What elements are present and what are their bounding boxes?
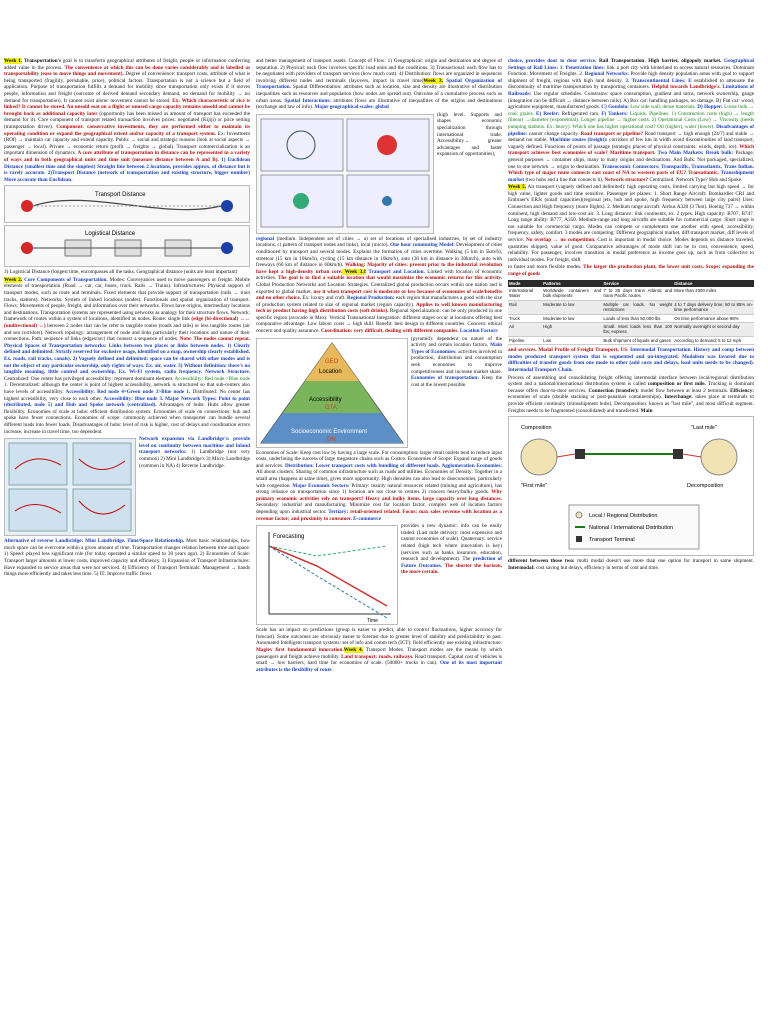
text-span: Network structure? <box>603 176 649 183</box>
text-span: 3. Transcontinental Lines: E <box>622 77 692 84</box>
pyramid-letter: DN <box>327 436 336 443</box>
text-span: Transport Modes. Transport modes are the means by which passengers and freight achieve mobility. <box>256 646 503 660</box>
local-node <box>293 193 309 209</box>
text-span: Intermodal Transportation. History and comp between modes produced transport system that is segmented and un-integrated. Modalism was favored due to difficulties of transfer goods from one mode to other (add costs and delays, load units needs to be changed). <box>508 347 754 367</box>
map-panel <box>73 443 131 485</box>
table-cell: Pipeline <box>508 336 542 344</box>
text-span: Economies of Density: Together in a small area (happens at same time), gives more opportunity. High densities can also lead to diseconomies, particularly with congestion. <box>256 469 502 489</box>
text-span: Centralized. Network Type? Hub and Spoke. <box>648 176 743 183</box>
text-span: Rail Transportation. High barrier, oligopoly market. <box>596 58 722 64</box>
text-span: activities involved in production, distribution and consumption seek economies to improve competitiveness and increase market share. <box>411 348 503 375</box>
text-span: and services. <box>508 347 537 354</box>
table-header: Service <box>602 280 673 287</box>
text-span: Which type of major route connects east coast of NA to western parts of EU? Transatlantic. <box>508 170 719 177</box>
intermodal-paragraph <box>508 347 754 373</box>
text-span: Accessibility: Blue node 3. <box>101 395 164 402</box>
text-span: retail-oriented related. Focus: max sales revenue with location as a revenue factor; and proximity to consumer. <box>256 509 502 522</box>
landbridge-map-svg <box>5 439 135 535</box>
certainty-line <box>269 546 387 606</box>
table-cell: Moderate to low <box>542 314 602 322</box>
table-cell: International Water <box>508 287 542 300</box>
first-mile-label: "First mile" <box>521 483 548 490</box>
table-cell: Rail <box>508 300 542 314</box>
text-span: The larger the production plant, the lower unit costs. Scope: expanding the range of goods <box>508 264 755 277</box>
landbridge-text <box>139 436 250 538</box>
text-span: Regional Production: <box>345 295 395 302</box>
text-span: Maglev first fundamental innovation. <box>256 646 344 653</box>
text-span: attributes flows are illustrative of inequalities of the origins and destinations (exchange and law of info). <box>256 97 502 111</box>
text-span: Coordination: very difficult, dealing with different companies. <box>319 328 459 335</box>
text-span: Time/Space Relationship. <box>125 538 185 545</box>
text-span: Transshipment market <box>508 170 754 183</box>
chain-paragraph <box>508 375 754 415</box>
table-cell: Bulk shipment of liquids and gases <box>602 336 673 344</box>
table-cell: Small. Most loads less than 100 lbs; express <box>603 324 673 335</box>
text-span: Core Components of Transportation. <box>22 276 108 283</box>
text-span: 1) Landbridge (not very common) 2) Mini Landbridge's 3) Micro Landbridge (common in NA) 4) Reverse Landbridge. <box>139 449 250 469</box>
text-span: Maritime routes (freight): <box>547 137 608 144</box>
text-span: The shorter the horizon, the more certain. <box>401 562 502 576</box>
legend-item: National / International Distribution <box>589 525 674 532</box>
forecast-svg <box>257 526 397 624</box>
composition-label: Composition <box>521 425 552 432</box>
time-space-paragraph <box>4 538 250 578</box>
logistical-diagram <box>5 226 249 266</box>
week1-paragraph <box>4 58 250 183</box>
text-span: Limitations of Railroads: <box>508 84 754 97</box>
location-factors-text <box>411 336 502 450</box>
text-span: Transportation's <box>22 58 62 64</box>
text-span: Decentralized: although the center is point of highest accessibility, network is structured so that sub-centers also have levels of accessibility. <box>4 382 250 395</box>
text-span: (pyramid): dependent on nature of the activity and certain location factors. <box>411 335 502 349</box>
text-span: Transoceanic Connectors: Transpacific, Transatlantic, Trans Indian. <box>600 163 754 170</box>
micro-node <box>382 196 392 206</box>
table-body <box>508 287 754 345</box>
text-span: and better management of transport assets. Concept of Flow: 1) Geographical: origin and destination and degree of separation. 2) Physical: each flow involves specific load units and the conditions. 3) Transactional: each flow has to be negotiated with providers of transport services (how much cost). 4) Distribution: flows are organized in sequences involving different nodes and terminals (layovers, impact in travel time) <box>256 58 502 84</box>
text-span: cost saving but delays, efficiency in terms of cost and time. <box>534 564 660 571</box>
text-span: Cost is important in modal choice. Modes depends on distance traveled, quantities shipped, value of good. Comparative advantages of mode shift can be in cost, convenience, speed, reliability. For passenger, involves transition in modal preference as income goes up, such as from collective to individual modes. For freight, shift <box>508 237 754 263</box>
table-header-row <box>508 280 754 287</box>
text-span: Spatial Interactions: <box>282 97 331 104</box>
text-span: Development of cities conditioned by transport and several modes. Explains the formation of cities overtime. Walking (5 km in 5km/h), streetcar (15 km in 10km/h), cycling (15 km distance in 10km/h), auto (30 km in distance in 30km/h), auto with freeways (60 km of distance in 60km/h). <box>256 242 503 269</box>
rail-paragraph <box>508 58 754 183</box>
flow-concept-paragraph <box>256 58 502 111</box>
text-span: Global Production Networks and Location Strategies. Centralized global production occurs within one nation and is exported to global market, <box>256 281 502 295</box>
text-span: Intermodal Transport Chain. <box>508 367 573 374</box>
table-row <box>508 336 754 344</box>
table-cell: High <box>542 323 602 337</box>
scales-row <box>256 112 502 236</box>
prediction-paragraph <box>256 627 502 673</box>
text-span: Network Structure. <box>202 369 250 376</box>
text-span: Connection (transfer): <box>586 387 639 394</box>
table-header: Distance <box>673 280 754 287</box>
text-span: Economies of Scale: Keep cost low by having a large scale. For consumption: larger retail outlets tend to reduce input costs, underlining the success of large megastore chains such as Costco. Economies of Scope: Expand range of goods and services. <box>256 449 502 469</box>
text-span: each region that manufactures a good with the size of production system related to size of regional market (region capacity). <box>256 295 503 308</box>
node-b <box>221 242 233 254</box>
map-panel <box>9 489 67 531</box>
pyramid-tier-label: Accessibility <box>309 396 342 403</box>
text-span: Intermodal: <box>508 564 535 571</box>
text-span: Scale has an impact on predictions (group is easier to predict, able to control fluctuations, higher accuracy for forecast). Some outcomes are <box>256 627 502 640</box>
text-span: Main <box>639 407 653 414</box>
text-span: composition or first mile. <box>645 381 706 388</box>
week-5-tag: Week 5. <box>508 184 527 191</box>
text-span: Ex: Investment (ROI) → maintain car capacity and extend capacity. Public → social and strategic reasons (look at social aspects → passenger → local). Private → economic return (profit → freights → global). Transport commercialization is an important dimension of dynamics. <box>4 130 250 157</box>
text-span: Advantages of hubs: Hubs allow greater flexibility. Economies of scale at hubs: efficient distribution system. Economies of scale on connections: hub and spoke have fewer connections. Economies of scope: commonly achieved when transporter can bundle several different loads into fewer loads. Disadvantages of hubs: level of risk is higher, cost of delays and coordination errors increase, increase in travel time, too dependent. <box>4 402 250 435</box>
table-cell: Truck <box>508 314 542 322</box>
legend-item: Transport Terminal <box>589 537 635 544</box>
text-span: (medium. Independent set of cities → a) set of locations of specialised industries, b) set of industry locations, c) pattern of transport nodes and links), local (micro). <box>256 235 502 249</box>
location-factors-pyramid <box>256 338 408 448</box>
text-span: Economies of transportation: <box>411 375 479 382</box>
geographical-scales-figure <box>256 114 434 234</box>
text-span: E-commerce <box>351 515 382 522</box>
text-span: Disadvantages of pipeline: <box>508 123 754 137</box>
table-cell: On time performance above 98% <box>673 314 754 322</box>
text-span: Physical Spaces of Transportation networks: Links between two places or links between nodes. 1) Clearly defined and delimited: Strictly reserved for exclusive usage, identified on a map, ownership clearly established. Ex. roads, rail tracks, canals). 2) Vaguely defined and delimited: space can be shared with other modes and is not the object of any particular ownership, only rights of ways. Ex. air, water. 3) Without definition: there's no tangible meaning, little control and ownership. Ex. Wi-Fi system, radio frequency. <box>4 342 250 376</box>
pyramid-letter: GEO <box>325 358 339 365</box>
route-path <box>33 201 221 210</box>
text-span: Interchange: <box>661 394 693 401</box>
text-span: (edge (bi-directional) ↔↔ (undirectional) ↔) <box>4 316 250 330</box>
text-span: Network expansion via Landbridge's: provide level on continuity between maritime and inland transport networks: <box>139 436 250 456</box>
text-span: established to attenuate the discontinuity of maritime transportation by transporting containers. <box>508 77 754 91</box>
terminal <box>673 449 683 459</box>
text-span: Low side wall, dense materials. <box>628 104 696 111</box>
text-span: Walking: Majority of cities: present prior to the industrial revolution have kept a high-density urban core. <box>256 262 502 275</box>
node-a <box>21 200 33 212</box>
logistical-distance-text: 3) Logistical Distance (longest time, encompasses all the tasks. Geographical distance (units are least important) <box>4 269 238 276</box>
text-span: cannot change capacity. <box>527 130 579 137</box>
text-span: No overlap → no competition. <box>524 237 596 244</box>
last-mile-link <box>683 454 701 457</box>
text-span: Applies to well known manufacturing tech or product having high distribution costs (soft drinks). <box>256 301 503 315</box>
text-span: D) Hopper: <box>695 104 723 111</box>
text-span: Secondary: industrial and manufacturing. Minimize cost for location factor, complex web of location factors depending upon industrial sector. <box>256 502 502 515</box>
decomposition-cluster <box>701 439 737 475</box>
table-row <box>508 323 754 337</box>
decomposition-label: Decomposition <box>687 483 724 490</box>
text-span: Primary: mainly natural resources related (mining and agriculture), has strong reliance on transportation since 1) location are not close to centres 2) concern heavy/bulky goods. <box>256 482 503 496</box>
text-span: Linked with location of economic activities. <box>256 268 502 282</box>
pyramid-svg <box>257 339 407 447</box>
text-span: regional <box>256 235 275 242</box>
text-span: (opportunity has been missed as amount of transport has exceeded the demand for it). Core component of transport related transaction involves prices: negotiated (Kijiji) or price setting (transportation driver). <box>4 110 250 130</box>
text-span: Regional Networks: <box>583 71 629 78</box>
landbridge-maps <box>4 438 136 536</box>
table-cell: According to demand; 5 to 12 mph <box>673 336 754 344</box>
regional-paragraph <box>256 236 502 335</box>
text-span: corridors of few km in width avoid discontinuities of land transport, vaguely defined. Functions of points of passage (strategic places of physical constraints: winds, depth, ice). <box>508 137 754 150</box>
text-span: Note: The nodes cannot repeat. <box>178 336 251 343</box>
pyramid-tier-label: Location <box>319 368 342 375</box>
multimodal-paragraph <box>508 558 754 571</box>
table-cell: Multiple car loads. No weight restrictions <box>603 301 673 313</box>
text-span: Transport and Location. <box>366 268 425 275</box>
table-cell: Air <box>508 323 542 337</box>
modal-profile-table <box>508 280 754 346</box>
node-b <box>221 200 233 212</box>
logistical-distance-label: Logistical Distance <box>85 231 136 238</box>
text-span: Geographical Settings of Rail Lines: 1. Penetration lines: <box>508 58 755 71</box>
pyramid-tier-label: Socioeconomic Environment <box>291 428 368 435</box>
text-span: Provide high density population areas with goal to support shipment of freight, regions with high land density. <box>508 71 755 84</box>
forecast-x-label: Time <box>367 618 378 625</box>
text-span: obviously easier to forecast due to greater level of stability and predictability in past. Automated Intelligent transport systems: set of info and comm tech (ICT): field efficiently use existing infrastructure. <box>256 633 502 647</box>
text-span: Passenger jet planes: 1. Short Range Aircraft: Bombardier CRJ and Embraer's ERJs (small capacities)(regional jets, hub and spoke, high frequency between large city pairs) Uses: Connection and High frequency (more flights). 2. Medium range aircraft: Airbus A320 (3 7km). Boeing 737 → within continent, high demand and low-cost air. 3. Long distance: link continents, ex. 2 types. High capacity: B707, B747. Long range ability: B777, A350. Medium-range and long aircrafts are suitable for commercial cargo. Short range is not suitable for commercial cargo. Modes can compete or complement one another with speed, accessibility, frequency, safety, comfort. 3 modes are competing: Different geographical market, diff transport market, diff levels of service. <box>508 190 754 244</box>
table-row <box>508 314 754 322</box>
logistical-distance-figure <box>4 225 250 267</box>
table-cell: Moderate to low <box>542 300 602 314</box>
column-1 <box>4 58 250 579</box>
legend-swatch <box>576 536 582 542</box>
text-span: Modal Profile of Freight Transport, US. <box>536 347 629 354</box>
text-span: Which transport achieves best economies of scale? Maritime transport. <box>508 143 755 157</box>
text-span: Keep the cost at the lowest possible. <box>411 375 502 388</box>
text-span: between 2 nodes that can be refer to tangible routes (roads and rails) or less tangible routes (air and sea corridors). Network topology: arrangement of node and links particularly their locations and nature of their connections. Path: sequence of links (edges/arc) that connect a sequence of nodes. <box>4 323 250 343</box>
text-span: The convenience at which this can be done varies considerably and is labelled as transportability (ease to move things and movement). <box>4 64 250 78</box>
text-span: model flow between at least 2 terminals. <box>638 387 729 394</box>
text-span: Road transport or pipeline? <box>578 130 644 137</box>
text-span: goal is to transform geographical attributes of freight, people or information conferring added value in the process. <box>4 58 251 71</box>
text-span: 1) Euclidean Distance (smallest time and the simplest) Straight line between 2 locations, provides approx. of distance but it is rarely accurate. 2)Transport Distance (network of transportation and existing structure, bigger number) More accurate than Euclidean. <box>4 156 250 183</box>
text-span: Ex: luxury and craft. <box>300 295 346 302</box>
scope-paragraph <box>508 264 754 277</box>
text-span: One hour commuting Model: <box>388 242 455 249</box>
intermodal-svg <box>509 417 753 555</box>
text-span: Use regular schedules. Constrains: space consumption, gradient and turns, network ownership, gauge (integration can be difficult → distance between rails). A) Box car: handling packages, no damage. B) Flat car: wood, agriculture equipment, manufactured goods. <box>508 90 754 111</box>
text-span: economies of scale (double stacking or post-panamax containerships). <box>508 394 662 401</box>
table-cell: 7 to 35 days trans Atlantic and trans Pacific routes <box>603 288 673 299</box>
scale-global <box>261 119 343 171</box>
text-span: Package, general purposes → container ships, many to many origins and destinations. And Bulk: Not packaged, specialized, one to one network → origin to destination. <box>508 150 754 170</box>
text-span: Helpful towards Landbridge's. <box>649 84 721 91</box>
text-span: F) Tankers: <box>599 110 628 117</box>
last-mile-label: "Last mile" <box>691 425 717 432</box>
table-header: Patterns <box>542 280 602 287</box>
terminal <box>575 449 585 459</box>
text-span: Centralized: One center has privileged accessibility; represent dominant element. <box>4 375 174 382</box>
text-span: use it when transport cost is moderate or low because of economies of scale/benefits and no other choice. <box>256 288 502 302</box>
text-span: Efficiency: <box>728 387 755 394</box>
text-span: Refrigerated cars. <box>559 110 600 117</box>
text-span: Agglomeration Economies: <box>440 462 503 469</box>
node-a <box>21 242 33 254</box>
week-3-1-tag: Week 3.1 <box>342 268 367 275</box>
text-span: Most basic relationships, how much space can be overcome within a given amount of time. Transportation changes relation between time and space. 1) Speed: played less significant role (for today operated a similar speed to 30 years ago). 2) Economies of Scale: Transport larger amounts at lower costs, improved capacity and efficiency. 3) Expansion of Transport Infrastructures: Have expanded to service areas that were not serviced. 4) Efficiency of Transport Terminals: Management → hands things more efficiently and takes less time. 5) IT: Improve traffic flows <box>4 538 250 578</box>
text-span: Accessibility: Red node 4=Green node 3>Blue node 1. <box>63 388 191 395</box>
text-span: multi modal doesn't use more than one option for transport in same shipment. <box>574 558 754 565</box>
text-span: choice, provides door to door service. <box>508 58 597 64</box>
text-span: (two hubs and a line that connects it). <box>524 176 604 183</box>
text-span: Two Main Markets: Break bulk: <box>655 150 734 157</box>
column-2 <box>256 58 502 674</box>
text-span: C) Gondola: <box>599 104 629 111</box>
lower-bound <box>269 546 387 618</box>
text-span: Major Economic Sectors: <box>290 482 350 489</box>
table-cell: 4 to 7 days delivery time; 60 to 85% on-time performance <box>674 301 753 313</box>
text-span: Pipelines. <box>647 110 670 117</box>
text-span: Ex: Which characteristic of rice is linked? It cannot be stored. An unsold seat on a flight or unused cargo capacity remains unsold and cannot be brought back as additional capacity later <box>4 97 251 117</box>
text-span: E) Reefer: <box>533 110 560 117</box>
text-span: Why primary economic activities rely on transport? Heavy and bulky items, large capacity over long distances. <box>256 489 502 502</box>
text-span: All about clusters. Sharing of common infrastructure such as roads and utilities. <box>256 469 424 476</box>
text-span: takes place at terminals to provide efficient continuity (transshipment hubs). Decomposition: known as "last mile", and most difficult segment. Freights needs to be fragmented (consolidated) and transferred. <box>508 394 754 414</box>
text-span: Spatial Organization of Transportation. <box>256 77 502 91</box>
text-span: Air transport (vaguely defined and delimited): high operating costs, limited carrying but high speed → for high value, lighter goods and time sensitive. <box>508 184 755 197</box>
text-span: Main Types of Economies: <box>411 342 502 355</box>
table-header: Mode <box>508 280 542 287</box>
pyramid-row <box>256 336 502 450</box>
transport-distance-figure <box>4 185 250 223</box>
table-cell: Loads of less than 50,000 lbs <box>602 314 673 322</box>
text-span: Regional Specialization: can be only produced in one specific region (avocado in Mex). Vertical Transnational Integration: different stages occur at locations offering best comparative advantage. Low labour costs → high skill. Benefit: best design in different countries. Concern: ethical concern and quality assurance. <box>256 308 503 335</box>
week5-paragraph <box>508 184 754 263</box>
text-span: Major geographical scales: global <box>313 104 389 111</box>
text-span: One of its most important attributes is the flexibility of route <box>256 660 502 673</box>
week-3-tag: Week 3. <box>423 77 443 84</box>
text-span: A core attribute of transportation in distance can be represented in a variety of ways and in both geographical units and time unit (measure distance between A and B). <box>4 150 250 163</box>
transport-distance-label: Transport Distance <box>95 192 146 199</box>
legend-swatch <box>576 512 582 518</box>
landbridge-row <box>4 436 250 538</box>
text-span: Land transport: roads, railways. <box>339 653 414 660</box>
text-span: Location Factors <box>458 328 498 335</box>
table-cell: Low <box>542 336 602 344</box>
column-3 <box>508 58 754 572</box>
text-span: Loose bulk → coal, grains. <box>508 104 754 117</box>
text-span: Distribution: Lower transport costs with bundling of different loads. <box>283 462 440 469</box>
forecast-title: Forecasting <box>273 534 305 541</box>
first-mile-link <box>557 454 575 457</box>
text-span: Spatial Differentiation: attributes such as location, size and density are illustrative of distribution inequalities such as resources and population (how nodes are spread out). Outcome of a cumulative process such as urban areas. <box>256 84 502 104</box>
composition-cluster <box>521 439 557 475</box>
forecast-row <box>256 523 502 627</box>
table-cell: Normally overnight or second day <box>673 323 754 337</box>
text-span: Road transport → high enough (24/7) and stable → demand not stable. <box>508 130 754 144</box>
text-span: Process of assembling and consolidating freight offering intermodal interface between local/regional distribution system and a national/international distribution system is called <box>508 374 754 388</box>
text-span: Alternative of reverse Landbridge: Mini Landbridge. <box>4 538 126 545</box>
week-2-tag: Week 2. <box>4 276 23 283</box>
text-span: Major Network Types: <box>163 395 217 402</box>
text-span: prediction of Future Outcomes. <box>401 556 502 569</box>
table-cell: Worldwide containers and bulk shipments <box>543 288 602 299</box>
economies-paragraph <box>256 450 502 523</box>
text-span: Accessibility: Red node >Blue node 1. <box>4 375 250 389</box>
text-span: Trucking is dominant because offers door-to-door services. <box>508 381 754 394</box>
text-span: 1) Construction costs (high) → length (linear) →diameter (exponential). Longer pipeline → higher costs. 2) Operational Costs (Low) → Viscosity (needs pumping stations. Ex: heavy). Which one has higher operational cost? Oil (higher), water (lower). <box>508 110 754 130</box>
text-span: Liquids. <box>627 110 648 117</box>
global-scale-text: (high level. Supports and shapes economic specialization through international trade. Accessibility→ greater advantages and faster expansion of opportunities), <box>437 111 502 158</box>
text-span: The goal is to find a suitable location that would maximize the economic returns for this activity. <box>276 275 502 282</box>
map-panel <box>73 489 131 531</box>
intermodal-chain-figure <box>508 416 754 556</box>
distance-diagram <box>5 186 249 222</box>
week-4-tag: Week 4. <box>343 646 363 653</box>
region-node <box>377 135 397 155</box>
week-1-tag: Week 1. <box>4 58 23 64</box>
upper-bound <box>269 546 387 556</box>
scales-svg <box>257 115 433 233</box>
text-span: provides a new dynamic: info can be easily traded. (Last mile delivery: most expensive and cannot economies of scale). Quaternary: service related (high tech where innovation is key) (services such as banks insurance, education, research and development). The <box>401 523 502 563</box>
text-span: Component: conservative investments, they are performed either to maintain its operating condition or expand the geographical extent and/or capacity of a transport system. <box>4 123 250 137</box>
pyramid-letter: GTA <box>325 404 337 411</box>
text-span: to faster and more flexible modes. <box>508 264 582 271</box>
text-span: Tertiary: <box>326 509 349 515</box>
text-span: link a port city with hinterland to access natural resources. Dominant Function: Movement of Freights. 2. <box>508 64 754 78</box>
text-span: Modes: Conveyances used to move passengers or freight. Mobile elements of transportation (Road → car, car, buses, truck. Rails → Trains). Infrastructures: Physical support of transport modes, such as route and terminals. Fixed elements that provide support of transportation (rails → train tracks, stations). Networks: System of linked locations (nodes). Functionals and spatial organization of transport. Flows: Movements of people, freight, and information over their networks. Flows have origins, intermediary locations and destinations. Transportation systems are represented using networks as analogy for their structure flows. Network: framework of routes within a system of locations, identified as nodes. Route: single link <box>4 276 250 323</box>
text-span: Point to point (distributed, node 5) and Hub and Spoke network (centralized). <box>4 395 250 409</box>
text-span: Road transport. Capital cost of vehicles is small → low barriers, hard time for economies of scale. (50000+ trucks in can). <box>256 653 502 667</box>
text-span: Distributed: No center has highest accessibility, very close to each other. <box>4 388 250 402</box>
table-cell: More than 2000 miles <box>673 287 754 300</box>
ecommerce-text <box>401 523 502 627</box>
week2-paragraph <box>4 277 250 435</box>
table-row <box>508 287 754 300</box>
forecasting-figure <box>256 525 398 625</box>
text-span: different between those two: <box>508 558 575 565</box>
legend-item: Local / Regional Distribution <box>589 513 658 520</box>
text-span: Degree of convenience: transport costs, attribute of what is being transported (fragility, perishable, price), political factors. Transportation is not a science but a field of application. Purpose of transportation fulfills a demand for mobility since transportation only exists if it moves people, information and freight (outcome of derived demand secondary demand, no demand for mobility → no demand for transportation). It cannot exist alone: movement cannot be stored. <box>4 71 250 104</box>
table-row <box>508 300 754 314</box>
